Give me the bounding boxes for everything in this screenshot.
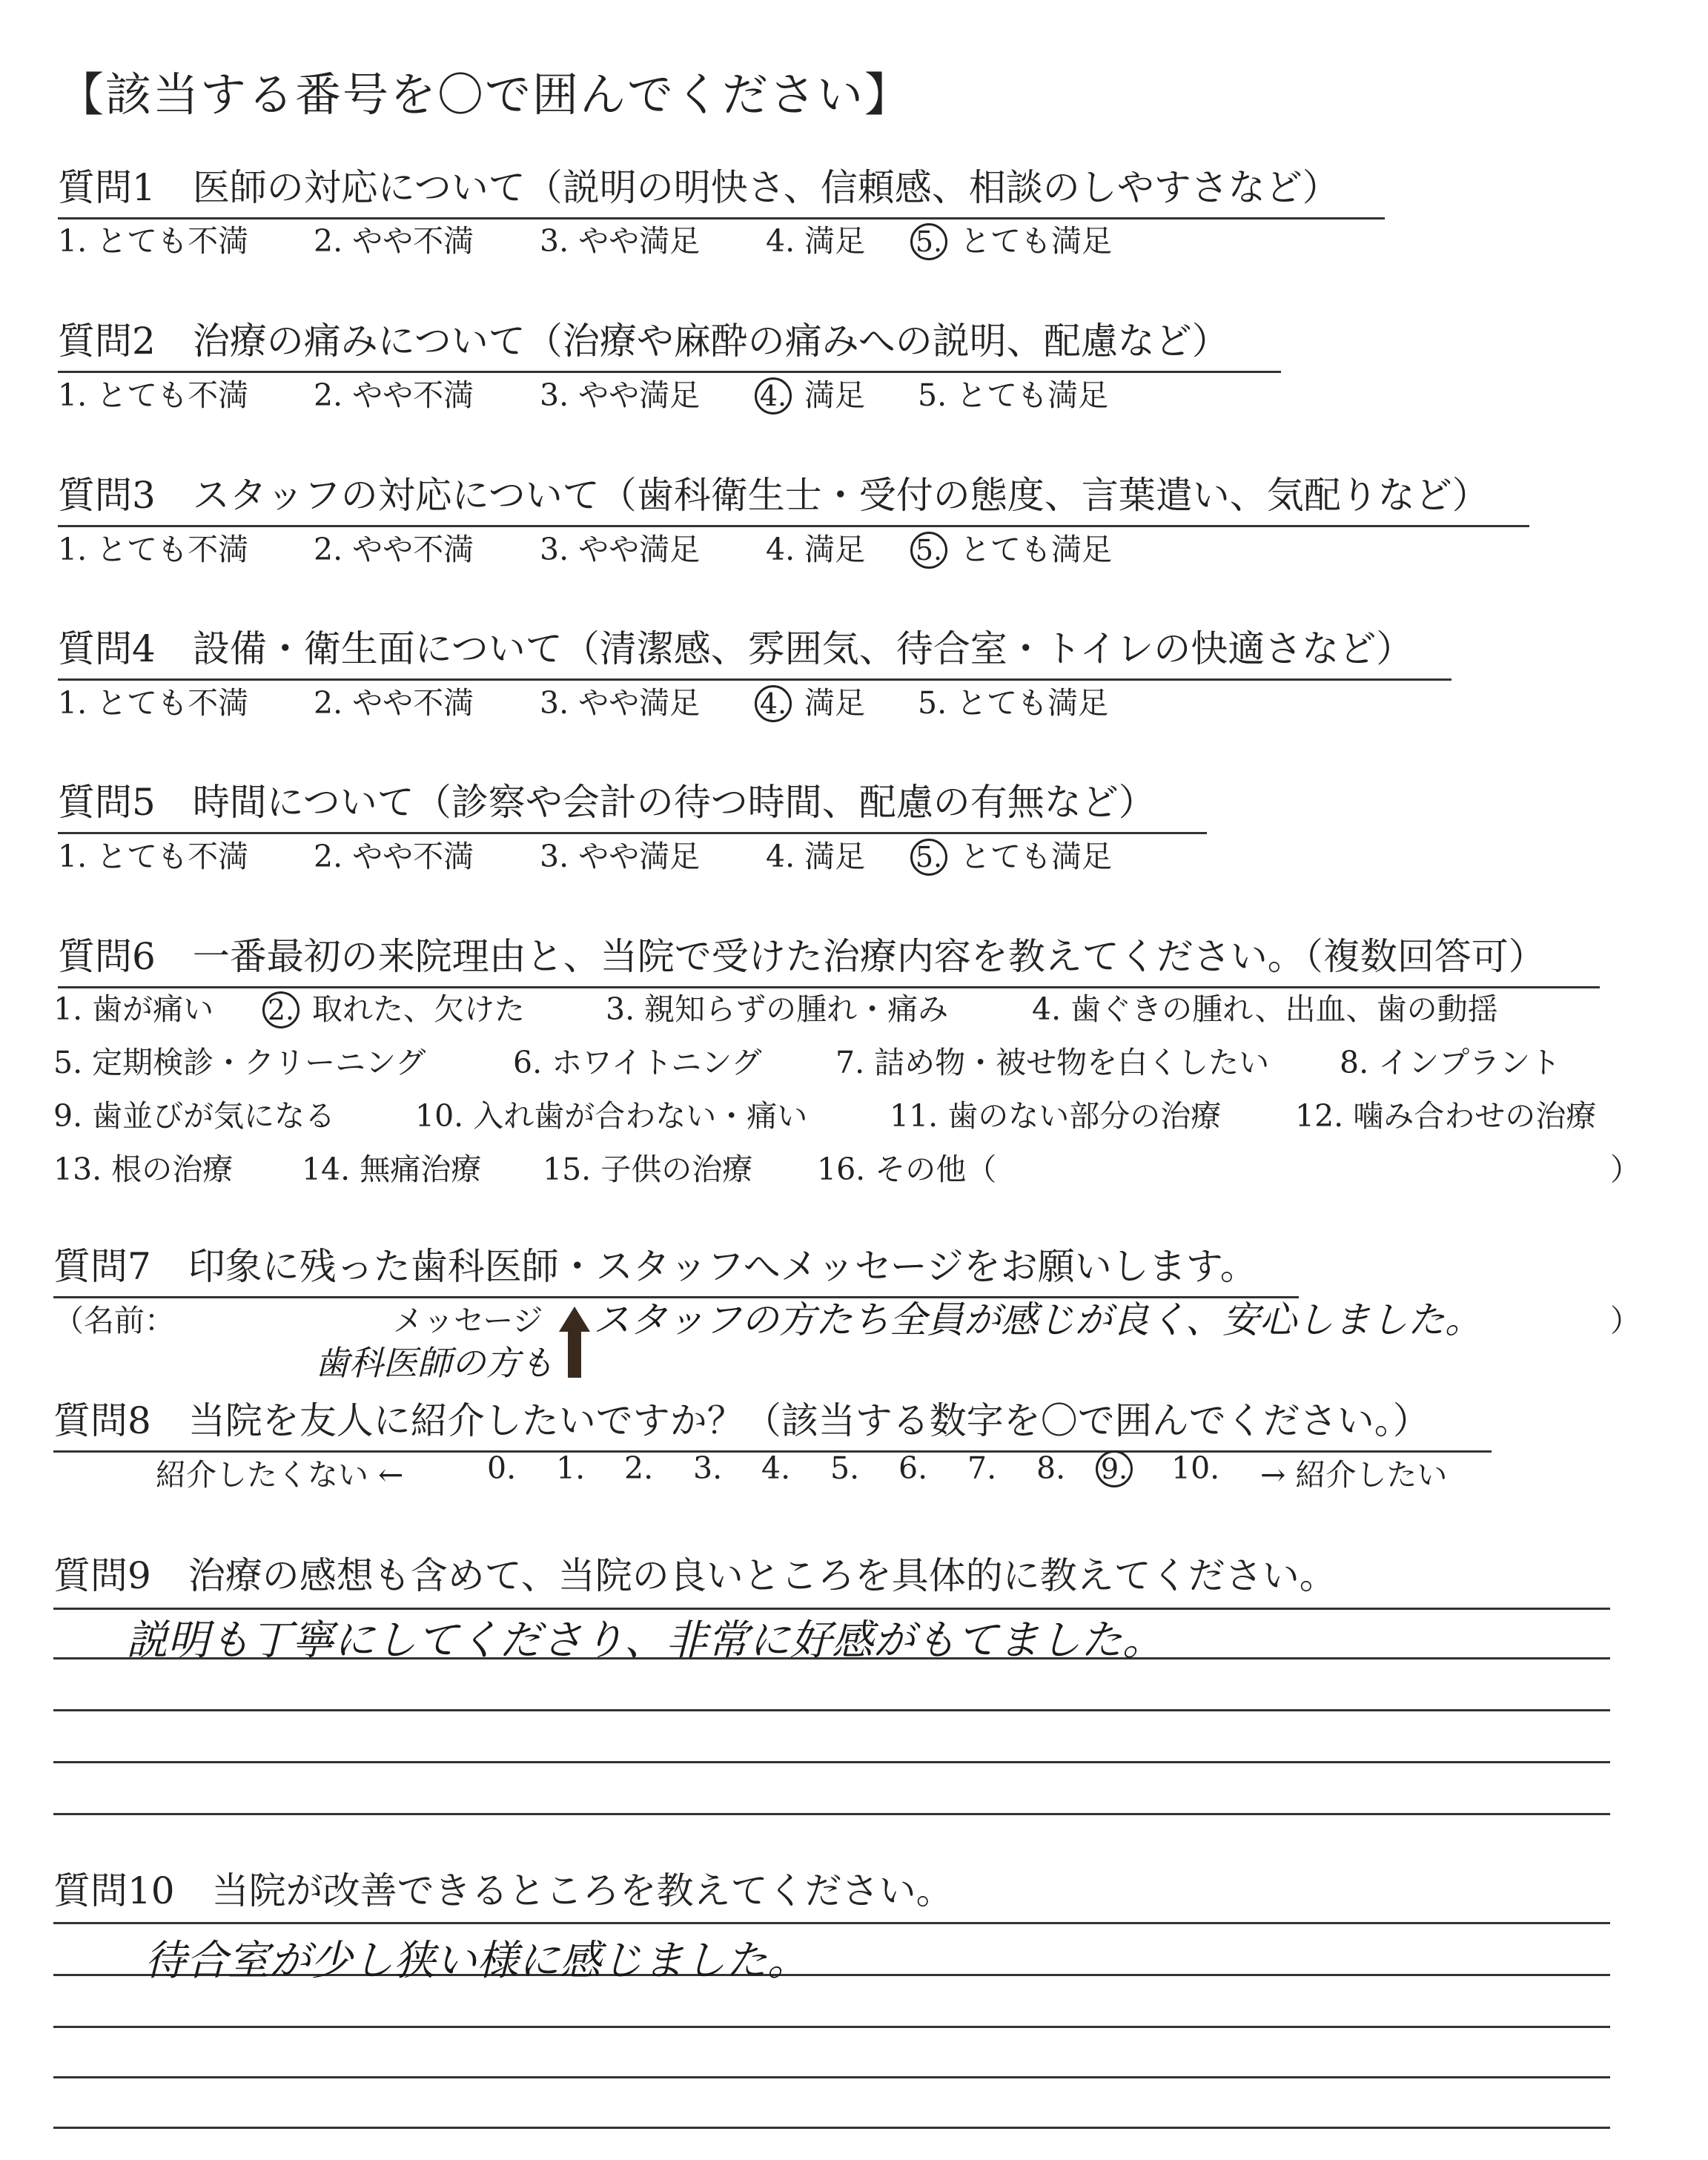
q9-heading [53,1546,1337,1599]
q2-text: 治療の痛みについて（治療や麻酔の痛みへの説明、配慮など） [192,320,1229,363]
q6-option-11[interactable]: 11. 歯のない部分の治療 [890,1098,1222,1134]
q7-close-paren: ） [1610,1303,1641,1338]
answer-circle: 5. [910,223,947,260]
answer-circle: 9. [1096,1450,1133,1487]
q4-option-3[interactable]: 3. やや満足 [540,685,701,721]
q5-option-5-selected[interactable]: 5. とても満足 [910,832,1112,876]
q2-option-2[interactable]: 2. やや不満 [314,377,474,413]
q4-option-1[interactable]: 1. とても不満 [58,685,249,721]
q3-option-4[interactable]: 4. 満足 [766,532,866,567]
q8-left-label: 紹介したくない ← [156,1457,404,1493]
q6-option-4[interactable]: 4. 歯ぐきの腫れ、出血、歯の動揺 [1032,991,1498,1027]
q9-handwritten-answer: 説明も丁寧にしてくださり、非常に好感がもてました。 [126,1616,1164,1665]
q3-label: 質問3 [58,474,156,517]
q8-option-7[interactable]: 7. [967,1450,997,1486]
q2-option-3[interactable]: 3. やや満足 [540,377,701,413]
q9-answer-line-4 [53,1761,1610,1763]
q2-options [58,371,1244,412]
q6-other-close-paren: ） [1610,1152,1641,1187]
q7-label: 質問7 [53,1245,151,1288]
q9-text: 治療の感想も含めて、当院の良いところを具体的に教えてください。 [188,1554,1337,1597]
q6-option-1[interactable]: 1. 歯が痛い [53,991,214,1027]
q4-option-2[interactable]: 2. やや不満 [314,685,474,721]
q6-option-3[interactable]: 3. 親知らずの腫れ・痛み [606,991,949,1027]
q8-heading [53,1391,1492,1453]
q1-option-4[interactable]: 4. 満足 [766,223,866,259]
q4-label: 質問4 [58,627,156,670]
q6-option-12[interactable]: 12. 噛み合わせの治療 [1295,1098,1597,1134]
q6-option-10[interactable]: 10. 入れ歯が合わない・痛い [415,1098,808,1134]
q8-option-5[interactable]: 5. [830,1450,860,1486]
q8-option-2[interactable]: 2. [624,1450,654,1486]
q9-answer-line-3 [53,1709,1610,1711]
q5-option-1[interactable]: 1. とても不満 [58,839,249,874]
q3-options [58,525,1244,567]
q2-option-5[interactable]: 5. とても満足 [918,377,1109,413]
q1-options [58,217,1244,258]
q7-name-label: （名前： [53,1303,175,1338]
q7-handwritten-name: 歯科医師の方も [315,1343,554,1383]
q7-text: 印象に残った歯科医師・スタッフへメッセージをお願いします。 [188,1245,1257,1288]
q10-text: 当院が改善できるところを教えてください。 [211,1869,953,1912]
q4-text: 設備・衛生面について（清潔感、雰囲気、待合室・トイレの快適さなど） [192,627,1414,670]
answer-circle: 4. [755,377,792,415]
q7-heading [53,1237,1299,1298]
q4-heading [58,619,1452,681]
answer-circle: 5. [910,839,947,876]
q4-option-5[interactable]: 5. とても満足 [918,685,1109,721]
q3-option-2[interactable]: 2. やや不満 [314,532,474,567]
q6-option-14[interactable]: 14. 無痛治療 [302,1152,482,1187]
q8-scale [156,1450,1564,1492]
q3-option-5-selected[interactable]: 5. とても満足 [910,525,1112,569]
q6-option-7[interactable]: 7. 詰め物・被せ物を白くしたい [835,1045,1270,1080]
q8-option-9-selected[interactable] [1096,1450,1136,1487]
q7-message-label: メッセージ [393,1303,543,1338]
q5-option-4[interactable]: 4. 満足 [766,839,866,874]
q6-row-3 [53,1091,1632,1133]
q10-label: 質問10 [53,1869,175,1912]
q1-option-3[interactable]: 3. やや満足 [540,223,701,259]
q8-option-1[interactable]: 1. [556,1450,586,1486]
answer-circle: 5. [910,532,947,569]
q6-option-9[interactable]: 9. 歯並びが気になる [53,1098,336,1134]
q10-answer-line-1 [53,1922,1610,1924]
q3-option-1[interactable]: 1. とても不満 [58,532,249,567]
q6-option-13[interactable]: 13. 根の治療 [53,1152,234,1187]
q3-text: スタッフの対応について（歯科衛生士・受付の態度、言葉遣い、気配りなど） [192,474,1489,517]
q3-option-3[interactable]: 3. やや満足 [540,532,701,567]
q6-row-2 [53,1038,1632,1080]
q2-option-1[interactable]: 1. とても不満 [58,377,249,413]
q10-heading [53,1861,953,1915]
q10-answer-line-4 [53,2076,1610,2078]
q5-label: 質問5 [58,781,156,824]
q1-text: 医師の対応について（説明の明快さ、信頼感、相談のしやすさなど） [192,166,1340,209]
q6-heading [58,927,1600,988]
q6-text: 一番最初の来院理由と、当院で受けた治療内容を教えてください。（複数回答可） [192,935,1546,978]
q6-option-8[interactable]: 8. インプラント [1340,1045,1561,1080]
q6-row-4 [53,1145,1641,1187]
q6-option-5[interactable]: 5. 定期検診・クリーニング [53,1045,426,1080]
q6-row-1 [53,985,1632,1026]
q8-right-label: → 紹介したい [1260,1457,1448,1493]
q6-option-2-selected[interactable]: 2. 取れた、欠けた [262,985,525,1028]
q8-option-4[interactable]: 4. [761,1450,791,1486]
q1-option-5-selected[interactable]: 5. とても満足 [910,217,1112,260]
q8-option-10[interactable]: 10. [1171,1450,1220,1486]
q5-option-3[interactable]: 3. やや満足 [540,839,701,874]
q8-option-3[interactable]: 3. [693,1450,723,1486]
q1-option-1[interactable]: 1. とても不満 [58,223,249,259]
q2-label: 質問2 [58,320,156,363]
q2-option-4-selected[interactable]: 4. 満足 [755,371,865,415]
q9-answer-line-5 [53,1813,1610,1815]
page-title: 【該当する番号を〇で囲んでください】 [58,67,913,122]
q1-option-2[interactable]: 2. やや不満 [314,223,474,259]
q4-option-4-selected[interactable]: 4. 満足 [755,678,865,722]
answer-circle: 2. [262,991,299,1028]
q10-answer-line-3 [53,2026,1610,2028]
q8-option-8[interactable]: 8. [1036,1450,1066,1486]
q5-options [58,832,1244,873]
q2-heading [58,311,1281,373]
q8-option-0[interactable]: 0. [487,1450,517,1486]
q8-option-6[interactable]: 6. [898,1450,928,1486]
q6-option-15[interactable]: 15. 子供の治療 [543,1152,753,1187]
q6-option-16[interactable]: 16. その他（ [817,1152,997,1187]
q7-handwritten-message: スタッフの方たち全員が感じが良く、安心しました。 [593,1298,1482,1341]
q4-options [58,678,1244,720]
arrow-up-icon [556,1305,593,1379]
q10-handwritten-answer: 待合室が少し狭い様に感じました。 [145,1937,809,1985]
q1-label: 質問1 [58,166,156,209]
q9-label: 質問9 [53,1554,151,1597]
q5-text: 時間について（診察や会計の待つ時間、配慮の有無など） [192,781,1156,824]
q5-option-2[interactable]: 2. やや不満 [314,839,474,874]
q8-label: 質問8 [53,1399,151,1442]
q10-answer-line-5 [53,2127,1610,2129]
q6-label: 質問6 [58,935,156,978]
q8-text: 当院を友人に紹介したいですか？（該当する数字を〇で囲んでください。） [188,1399,1430,1442]
q3-heading [58,466,1529,527]
q6-option-6[interactable]: 6. ホワイトニング [513,1045,762,1080]
answer-circle: 4. [755,685,792,722]
q5-heading [58,773,1207,834]
q1-heading [58,158,1385,219]
